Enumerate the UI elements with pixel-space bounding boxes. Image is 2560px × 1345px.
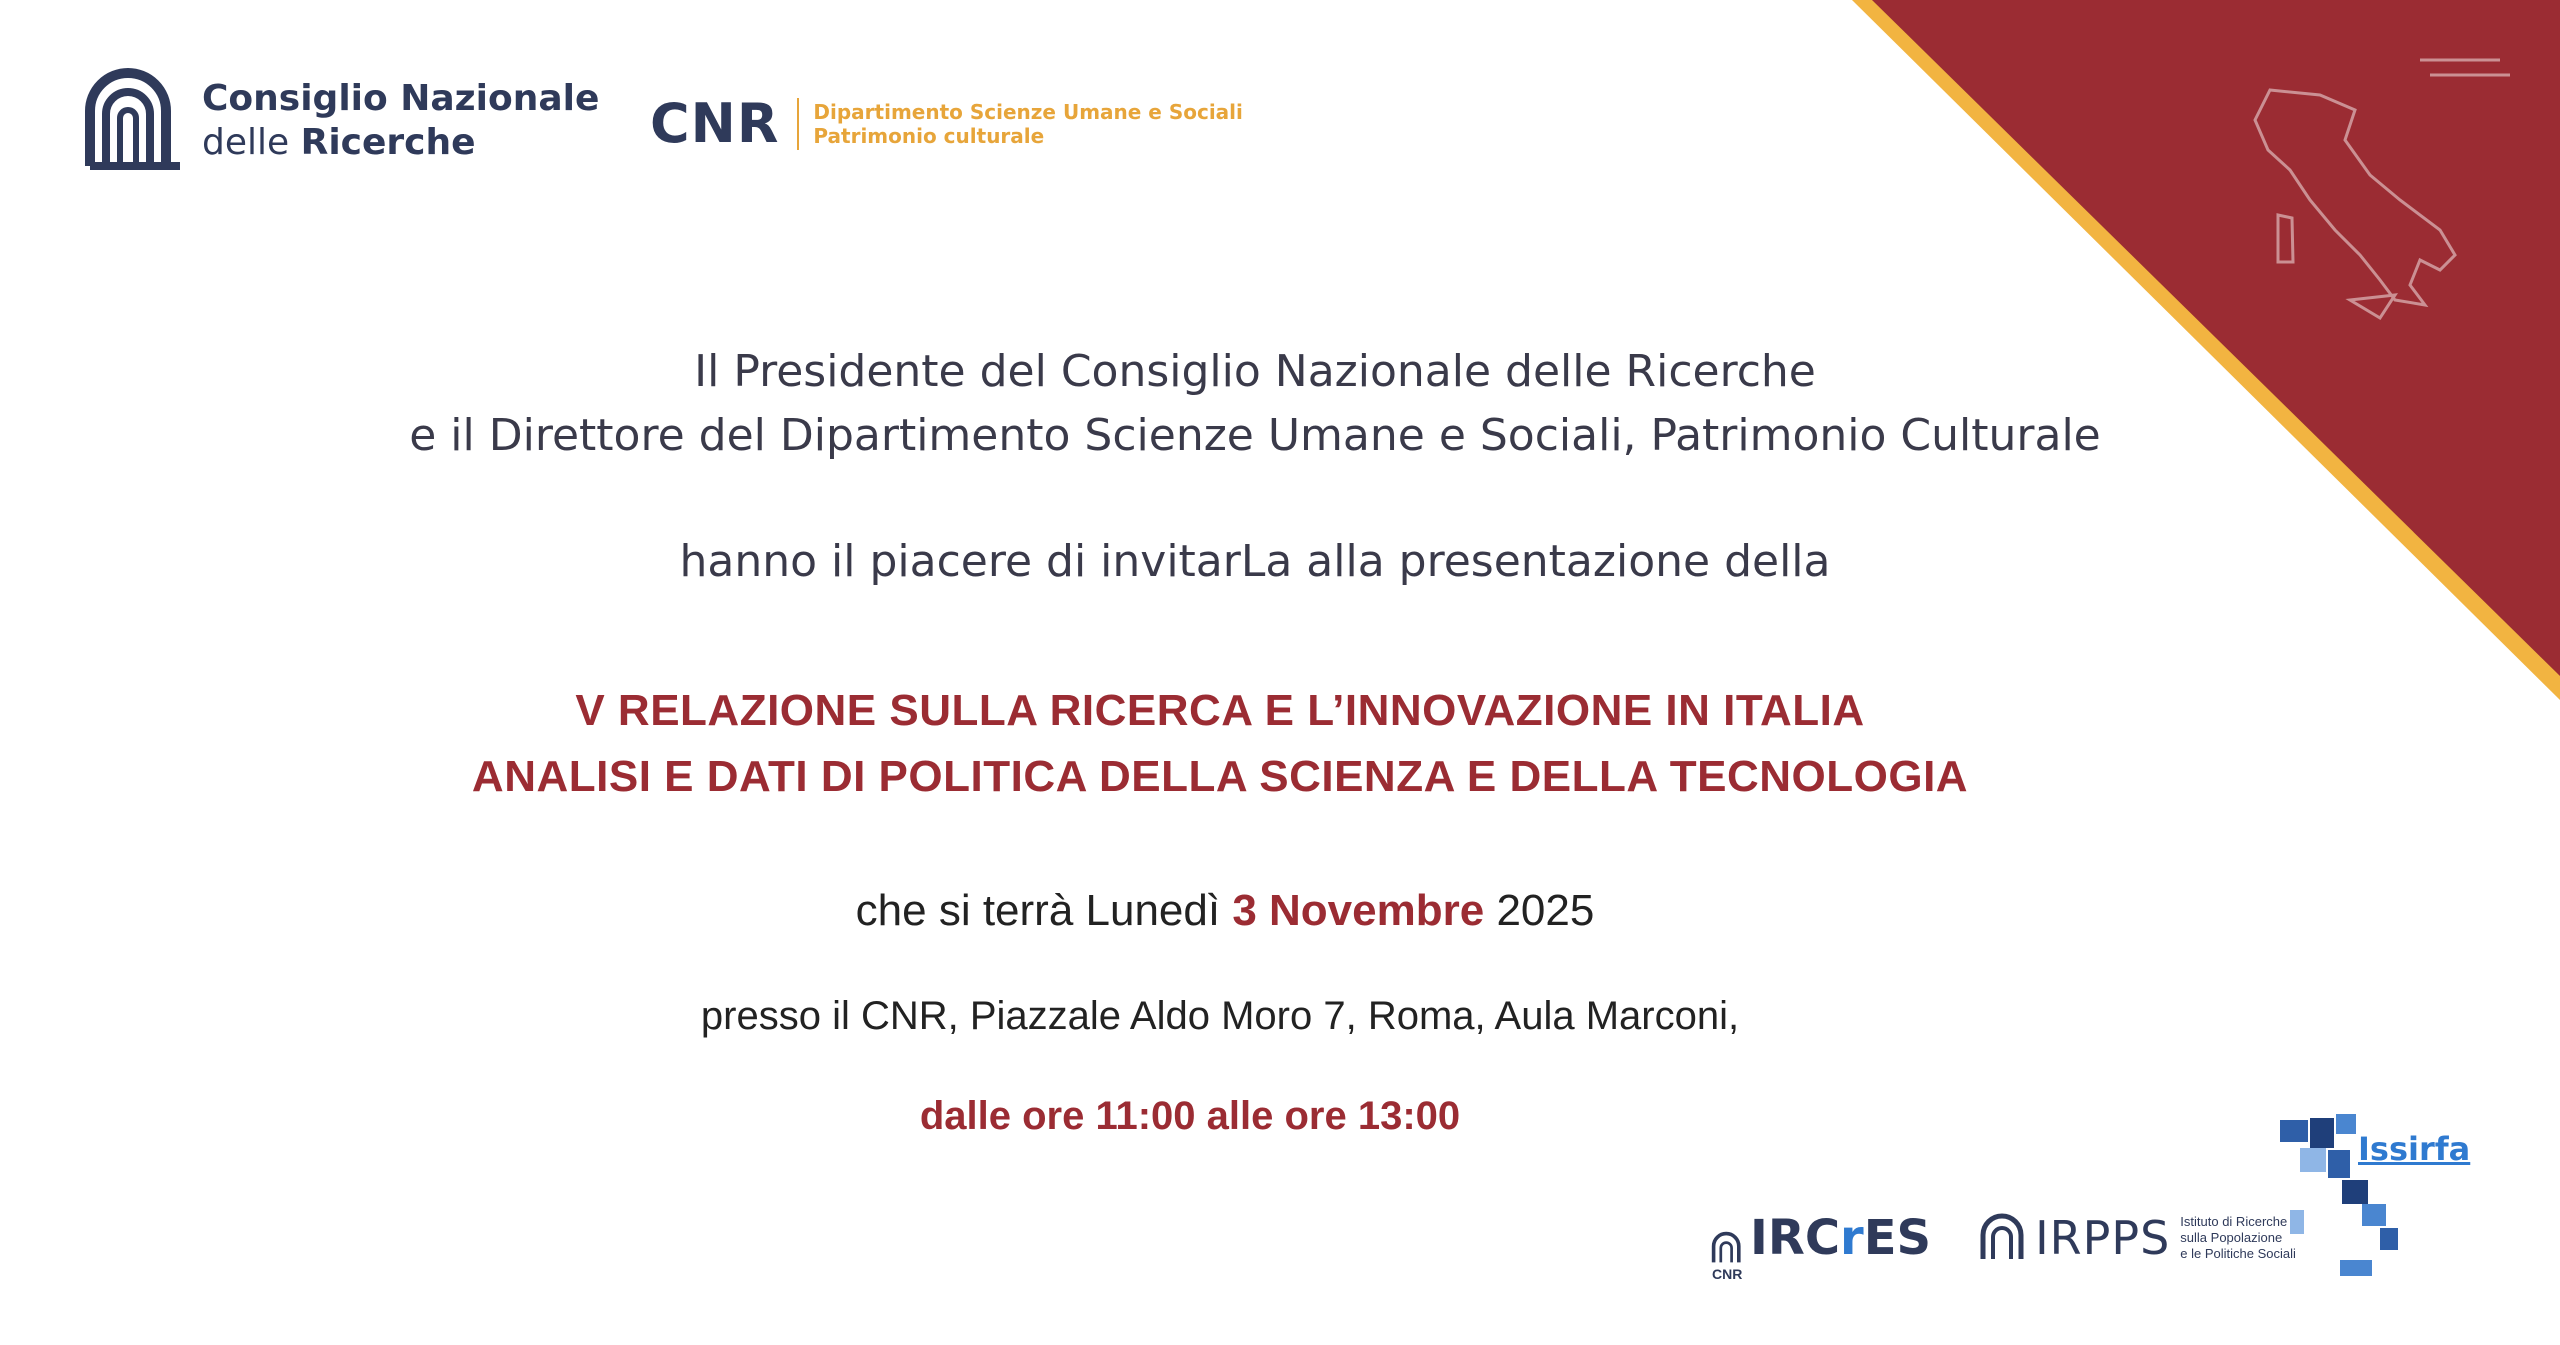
department-logo-cnr: CNR (650, 92, 780, 155)
issirfa-logo (2270, 1100, 2510, 1300)
irpps-sub-1: Istituto di Ricerche (2180, 1214, 2288, 1229)
ircres-name-a: IRC (1750, 1210, 1841, 1266)
ircres-name (1750, 1210, 1931, 1266)
irpps-name: IRPPS (2035, 1211, 2171, 1265)
department-logo (650, 92, 1243, 155)
cnr-emblem-icon (80, 66, 190, 176)
department-logo-divider (797, 98, 799, 150)
irpps-sub-3: e le Politiche Sociali (2180, 1246, 2296, 1261)
cnr-logo-line2a: delle (202, 122, 301, 163)
event-time: dalle ore 11:00 alle ore 13:00 (919, 1094, 1461, 1138)
event-date-highlight: 3 Novembre (1232, 886, 1485, 935)
partner-logos (1710, 1210, 2296, 1282)
intro-line-2: e il Direttore del Dipartimento Scienze Umane e Sociali, Patrimonio Culturale (409, 410, 2101, 461)
department-logo-line2: Patrimonio culturale (813, 123, 1045, 148)
event-title-line-1: V RELAZIONE SULLA RICERCA E L’INNOVAZIONE IN ITALIA (575, 686, 1865, 735)
cnr-logo (80, 66, 599, 176)
cnr-irpps-emblem-icon (1979, 1213, 2029, 1263)
intro-line-1: Il Presidente del Consiglio Nazionale delle Ricerche (694, 346, 1816, 397)
ircres-name-c: ES (1863, 1210, 1932, 1266)
ircres-cnr-label: CNR (1712, 1266, 1743, 1282)
event-date-year: 2025 (1484, 886, 1595, 935)
ircres-name-b: r (1840, 1210, 1864, 1266)
cnr-logo-line2b: Ricerche (300, 122, 476, 163)
event-date (0, 886, 2450, 936)
department-logo-line1: Dipartimento Scienze Umane e Sociali (813, 99, 1243, 124)
cnr-small-emblem-icon (1710, 1230, 1746, 1266)
event-title-line-2: ANALISI E DATI DI POLITICA DELLA SCIENZA E DELLA TECNOLOGIA (471, 752, 1969, 801)
irpps-logo (1979, 1211, 2296, 1265)
irpps-sub-2: sulla Popolazione (2180, 1230, 2283, 1245)
issirfa-name: Issirfa (2358, 1130, 2471, 1168)
event-venue: presso il CNR, Piazzale Aldo Moro 7, Roma, Aula Marconi, (700, 994, 1740, 1038)
event-date-prefix: che si terrà Lunedì (855, 886, 1233, 935)
ircres-logo (1710, 1210, 1932, 1282)
cnr-logo-line1: Consiglio Nazionale (202, 78, 600, 119)
intro-line-3: hanno il piacere di invitarLa alla presentazione della (679, 536, 1831, 587)
